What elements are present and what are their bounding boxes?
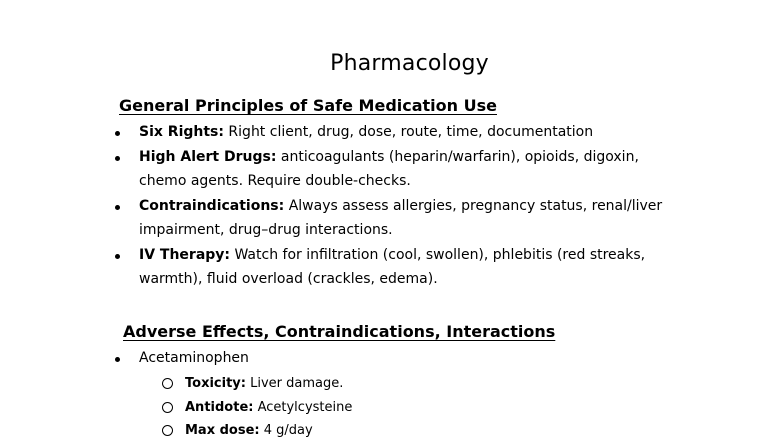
item-text: Always assess allergies, pregnancy status, renal/liver impairment, drug–drug interactions. <box>139 197 663 238</box>
item-text: Watch for infiltration (cool, swollen), phlebitis (red streaks, warmth), fluid overload (crackles, edema). <box>139 246 646 287</box>
bullet-icon <box>115 156 120 161</box>
list-item <box>113 194 683 243</box>
list-item <box>113 120 683 145</box>
sub-item-term: Toxicity: <box>185 376 246 391</box>
page-title: Pharmacology <box>330 51 489 76</box>
item-term: High Alert Drugs: <box>139 148 277 165</box>
list-item <box>113 346 683 371</box>
bullet-icon <box>115 254 120 259</box>
sub-item-text: Liver damage. <box>245 376 344 391</box>
item-text: anticoagulants (heparin/warfarin), opioids, digoxin, chemo agents. Require double-checks. <box>139 148 639 189</box>
list-item <box>113 145 683 194</box>
item-text: Right client, drug, dose, route, time, documentation <box>223 124 594 140</box>
item-term: Contraindications: <box>139 197 285 214</box>
drug-name: Acetaminophen <box>139 350 249 366</box>
sub-list-item <box>162 396 562 420</box>
circle-bullet-icon <box>162 402 173 413</box>
principles-list <box>113 120 683 292</box>
sub-item-term: Antidote: <box>185 399 254 415</box>
sub-item-text: 4 g/day <box>259 423 313 438</box>
item-term: Six Rights: <box>139 124 224 140</box>
sub-list-item <box>162 372 562 396</box>
circle-bullet-icon <box>162 425 173 436</box>
circle-bullet-icon <box>162 378 173 389</box>
section-heading-general-principles: General Principles of Safe Medication Use <box>119 96 497 115</box>
item-term: IV Therapy: <box>139 246 231 263</box>
drug-list <box>113 346 683 371</box>
bullet-icon <box>115 205 120 210</box>
sub-item-text: Acetylcysteine <box>253 399 353 415</box>
bullet-icon <box>115 131 120 136</box>
sub-item-term: Max dose: <box>185 423 260 438</box>
sub-list-item <box>162 419 562 443</box>
section-heading-adverse-effects: Adverse Effects, Contraindications, Interactions <box>123 322 556 341</box>
bullet-icon <box>115 357 120 362</box>
drug-details-list <box>162 372 562 443</box>
list-item <box>113 243 683 292</box>
